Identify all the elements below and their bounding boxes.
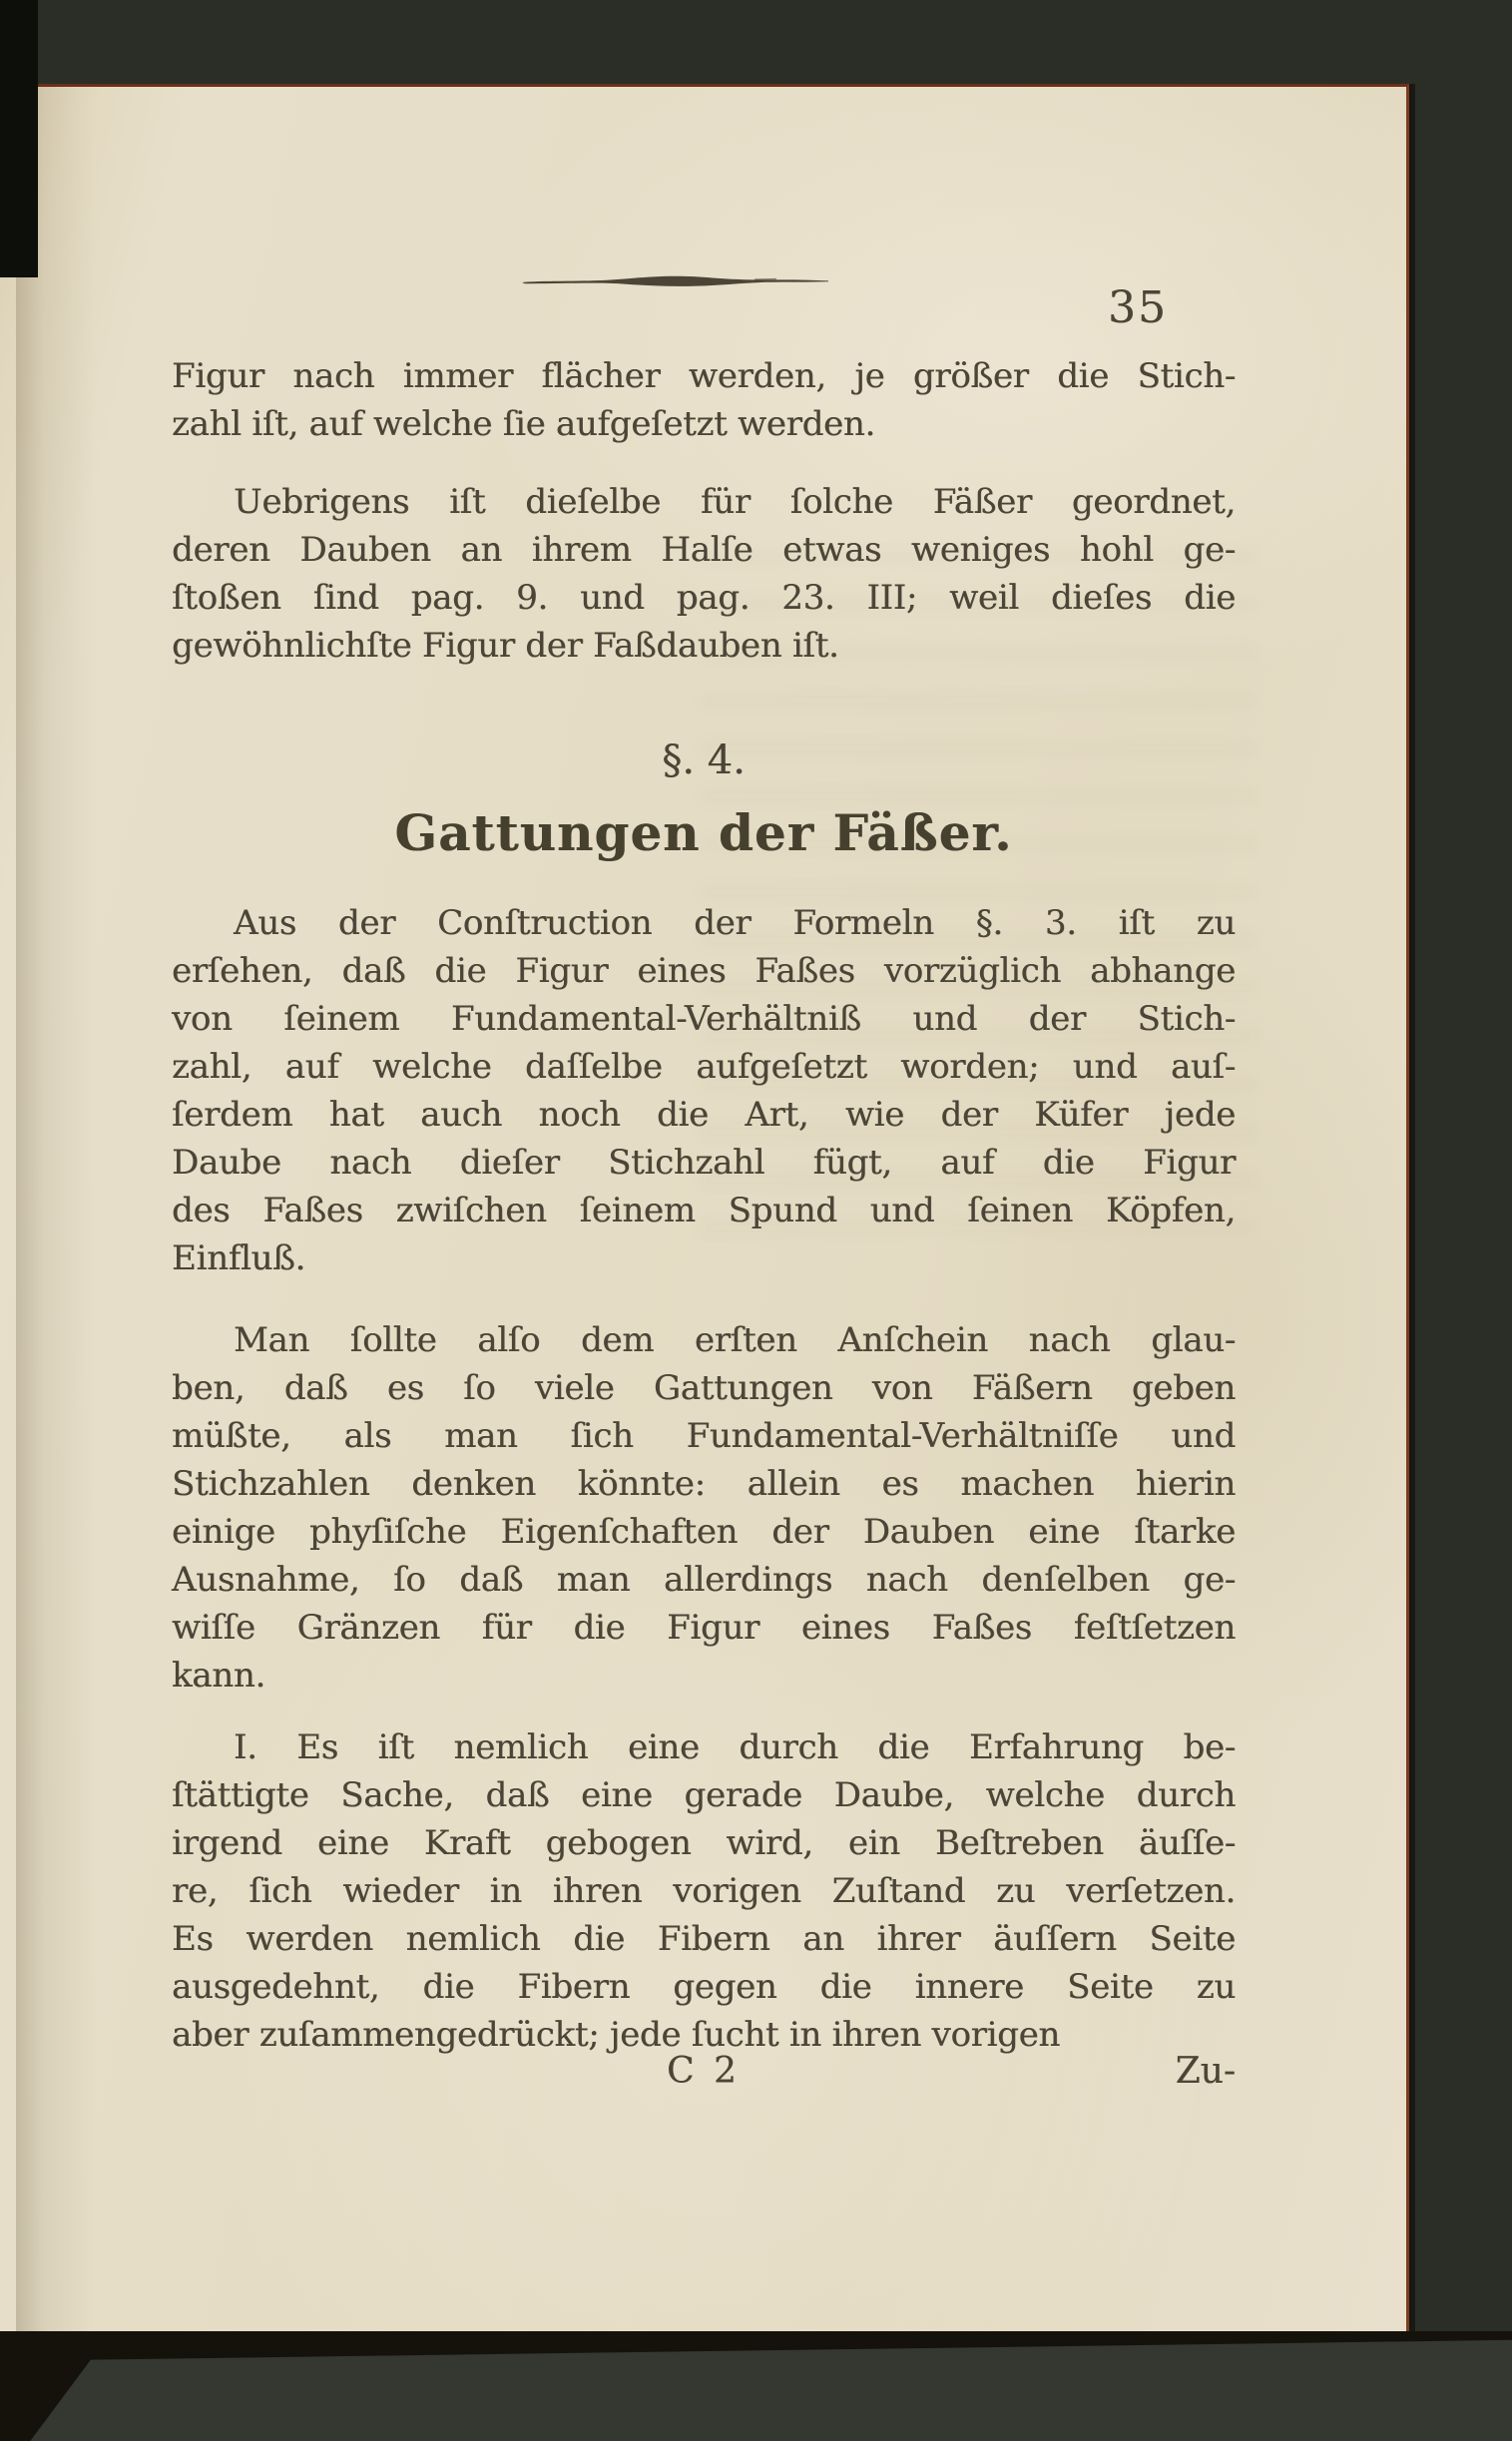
text-line: ſtoßen ſind pag. 9. und pag. 23. III; weil dieſes die bbox=[172, 578, 1236, 618]
text-line: müßte, als man ſich Fundamental-Verhältniſſe und bbox=[172, 1416, 1236, 1456]
paragraph-continuation bbox=[172, 352, 1236, 448]
text-line: zahl iſt, auf welche ſie aufgeſetzt werden. bbox=[172, 404, 875, 444]
ornament-rule bbox=[519, 272, 832, 292]
text-line: aber zuſammengedrückt; jede ſucht in ihren vorigen bbox=[172, 2015, 1061, 2055]
text-line: ben, daß es ſo viele Gattungen von Fäßern geben bbox=[172, 1368, 1236, 1408]
scan-corner-shadow bbox=[0, 0, 38, 277]
text-line: Uebrigens iſt dieſelbe für ſolche Fäßer geordnet, bbox=[234, 482, 1236, 522]
text-line: irgend eine Kraft gebogen wird, ein Beſtreben äuſſe- bbox=[172, 1823, 1236, 1863]
text-line: ausgedehnt, die Fibern gegen die innere Seite zu bbox=[172, 1967, 1236, 2007]
text-line: Daube nach dieſer Stichzahl fügt, auf die Figur bbox=[172, 1143, 1236, 1183]
text-line: ſtättigte Sache, daß eine gerade Daube, welche durch bbox=[172, 1775, 1236, 1815]
text-line: von ſeinem Fundamental-Verhältniß und der Stich- bbox=[172, 999, 1236, 1039]
text-line: Es werden nemlich die Fibern an ihrer äuſſern Seite bbox=[172, 1919, 1236, 1959]
text-line: wiſſe Gränzen für die Figur eines Faßes feſtſetzen bbox=[172, 1608, 1236, 1648]
section-heading: Gattungen der Fäßer. bbox=[394, 803, 1013, 862]
text-line: Ausnahme, ſo daß man allerdings nach denſelben ge- bbox=[172, 1560, 1236, 1600]
text-line: Einfluß. bbox=[172, 1238, 306, 1278]
paragraph-erfahrung bbox=[172, 1723, 1236, 2059]
text-line: Figur nach immer flächer werden, je größer die Stich- bbox=[172, 356, 1236, 396]
paragraph-uebrigens bbox=[172, 478, 1236, 670]
page-number: 35 bbox=[1108, 282, 1168, 333]
text-line: zahl, auf welche daſſelbe aufgeſetzt worden; und auſ- bbox=[172, 1047, 1236, 1087]
scan-bottom-band bbox=[0, 2331, 1512, 2441]
paragraph-aus-der-construction bbox=[172, 899, 1236, 1282]
text-line: ſerdem hat auch noch die Art, wie der Küfer jede bbox=[172, 1095, 1236, 1135]
text-line: Stichzahlen denken könnte: allein es machen hierin bbox=[172, 1464, 1236, 1504]
catchword: Zu- bbox=[1175, 2051, 1236, 2092]
text-line: kann. bbox=[172, 1656, 265, 1696]
gutter-crease-shadow bbox=[16, 87, 96, 2334]
text-line: re, ſich wieder in ihren vorigen Zuſtand zu verſetzen. bbox=[172, 1871, 1236, 1911]
text-line: I. Es iſt nemlich eine durch die Erfahrung be- bbox=[234, 1727, 1236, 1767]
signature-mark: C 2 bbox=[667, 2051, 741, 2092]
text-line: erſehen, daß die Figur eines Faßes vorzüglich abhange bbox=[172, 951, 1236, 991]
text-line: gewöhnlichſte Figur der Faßdauben iſt. bbox=[172, 626, 839, 666]
scan-bottom-surface bbox=[0, 2331, 1512, 2441]
text-line: deren Dauben an ihrem Halſe etwas weniges hohl ge- bbox=[172, 530, 1236, 570]
text-line: Man ſollte alſo dem erſten Anſchein nach glau- bbox=[234, 1320, 1236, 1360]
section-mark: §. 4. bbox=[662, 737, 746, 783]
page-footer bbox=[172, 2051, 1236, 2111]
text-line: Aus der Conſtruction der Formeln §. 3. iſt zu bbox=[234, 903, 1236, 943]
text-line: des Faßes zwiſchen ſeinem Spund und ſeinen Köpfen, bbox=[172, 1191, 1236, 1230]
book-page bbox=[0, 84, 1409, 2337]
text-line: einige phyſiſche Eigenſchaften der Dauben eine ſtarke bbox=[172, 1512, 1236, 1552]
paragraph-man-sollte bbox=[172, 1316, 1236, 1700]
